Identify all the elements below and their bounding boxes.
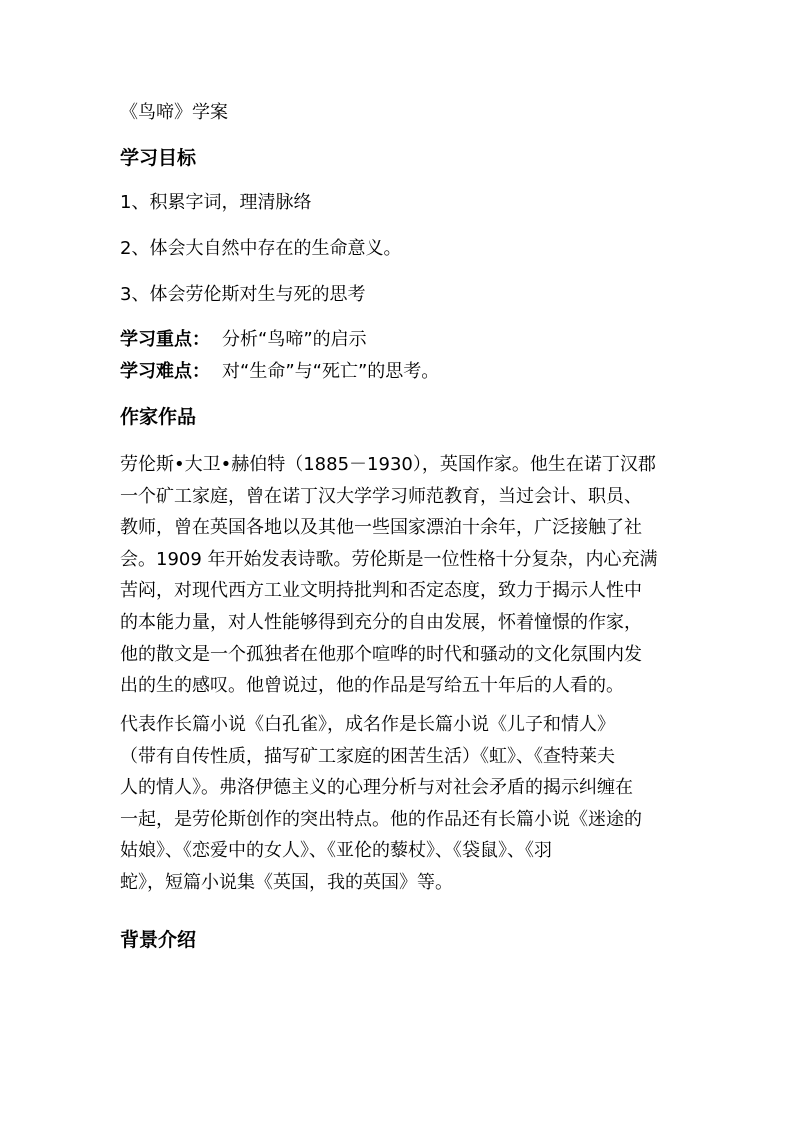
- paragraph-line: 会。1909 年开始发表诗歌。劳伦斯是一位性格十分复杂，内心充满: [120, 548, 658, 570]
- paragraph-line: 苦闷，对现代西方工业文明持批判和否定态度，致力于揭示人性中: [120, 580, 642, 602]
- paragraph-line: （带有自传性质，描写矿工家庭的困苦生活）《虹》、《查特莱夫: [120, 745, 615, 767]
- paragraph-line: 他的散文是一个孤独者在他那个喧哗的时代和骚动的文化氛围内发: [120, 643, 642, 665]
- paragraph-line: 一个矿工家庭，曾在诺丁汉大学学习师范教育，当过会计、职员、: [120, 485, 642, 507]
- focus-difficulty-text: 对“生命”与“死亡”的思考。: [222, 361, 440, 382]
- objective-item: 2、体会大自然中存在的生命意义。: [120, 238, 402, 259]
- author-paragraph-2: [120, 709, 680, 899]
- paragraph-line: 人的情人》。弗洛伊德主义的心理分析与对社会矛盾的揭示纠缠在: [120, 777, 633, 799]
- background-heading: 背景介绍: [120, 929, 197, 951]
- paragraph-line: 的本能力量，对人性能够得到充分的自由发展，怀着憧憬的作家，: [120, 611, 642, 633]
- focus-difficulty-label: 学习难点：: [120, 361, 210, 382]
- author-heading: 作家作品: [120, 406, 197, 428]
- paragraph-line: 一起，是劳伦斯创作的突出特点。他的作品还有长篇小说《迷途的: [120, 808, 642, 830]
- focus-key-label: 学习重点：: [120, 329, 210, 350]
- paragraph-line: 劳伦斯•大卫•赫伯特（1885－1930），英国作家。他生在诺丁汉郡: [120, 454, 656, 475]
- paragraph-line: 蛇》，短篇小说集《英国，我的英国》等。: [120, 871, 453, 893]
- paragraph-line: 姑娘》、《恋爱中的女人》、《亚伦的藜杖》、《袋鼠》、《羽: [120, 840, 552, 862]
- paragraph-line: 出的生的感叹。他曾说过，他的作品是写给五十年后的人看的。: [120, 675, 624, 697]
- focus-difficulty-row: [120, 363, 439, 381]
- document-title: 《鸟啼》学案: [120, 102, 228, 123]
- objective-item: 3、体会劳伦斯对生与死的思考: [120, 284, 366, 305]
- focus-key-row: [120, 331, 367, 349]
- objectives-heading: 学习目标: [120, 147, 197, 169]
- author-paragraph-1: [120, 449, 680, 702]
- focus-key-text: 分析“鸟啼”的启示: [222, 329, 367, 350]
- paragraph-line: 教师，曾在英国各地以及其他一些国家漂泊十余年，广泛接触了社: [120, 517, 642, 539]
- paragraph-line: 代表作长篇小说《白孔雀》，成名作是长篇小说《儿子和情人》: [120, 714, 615, 735]
- objective-item: 1、积累字词，理清脉络: [120, 192, 312, 213]
